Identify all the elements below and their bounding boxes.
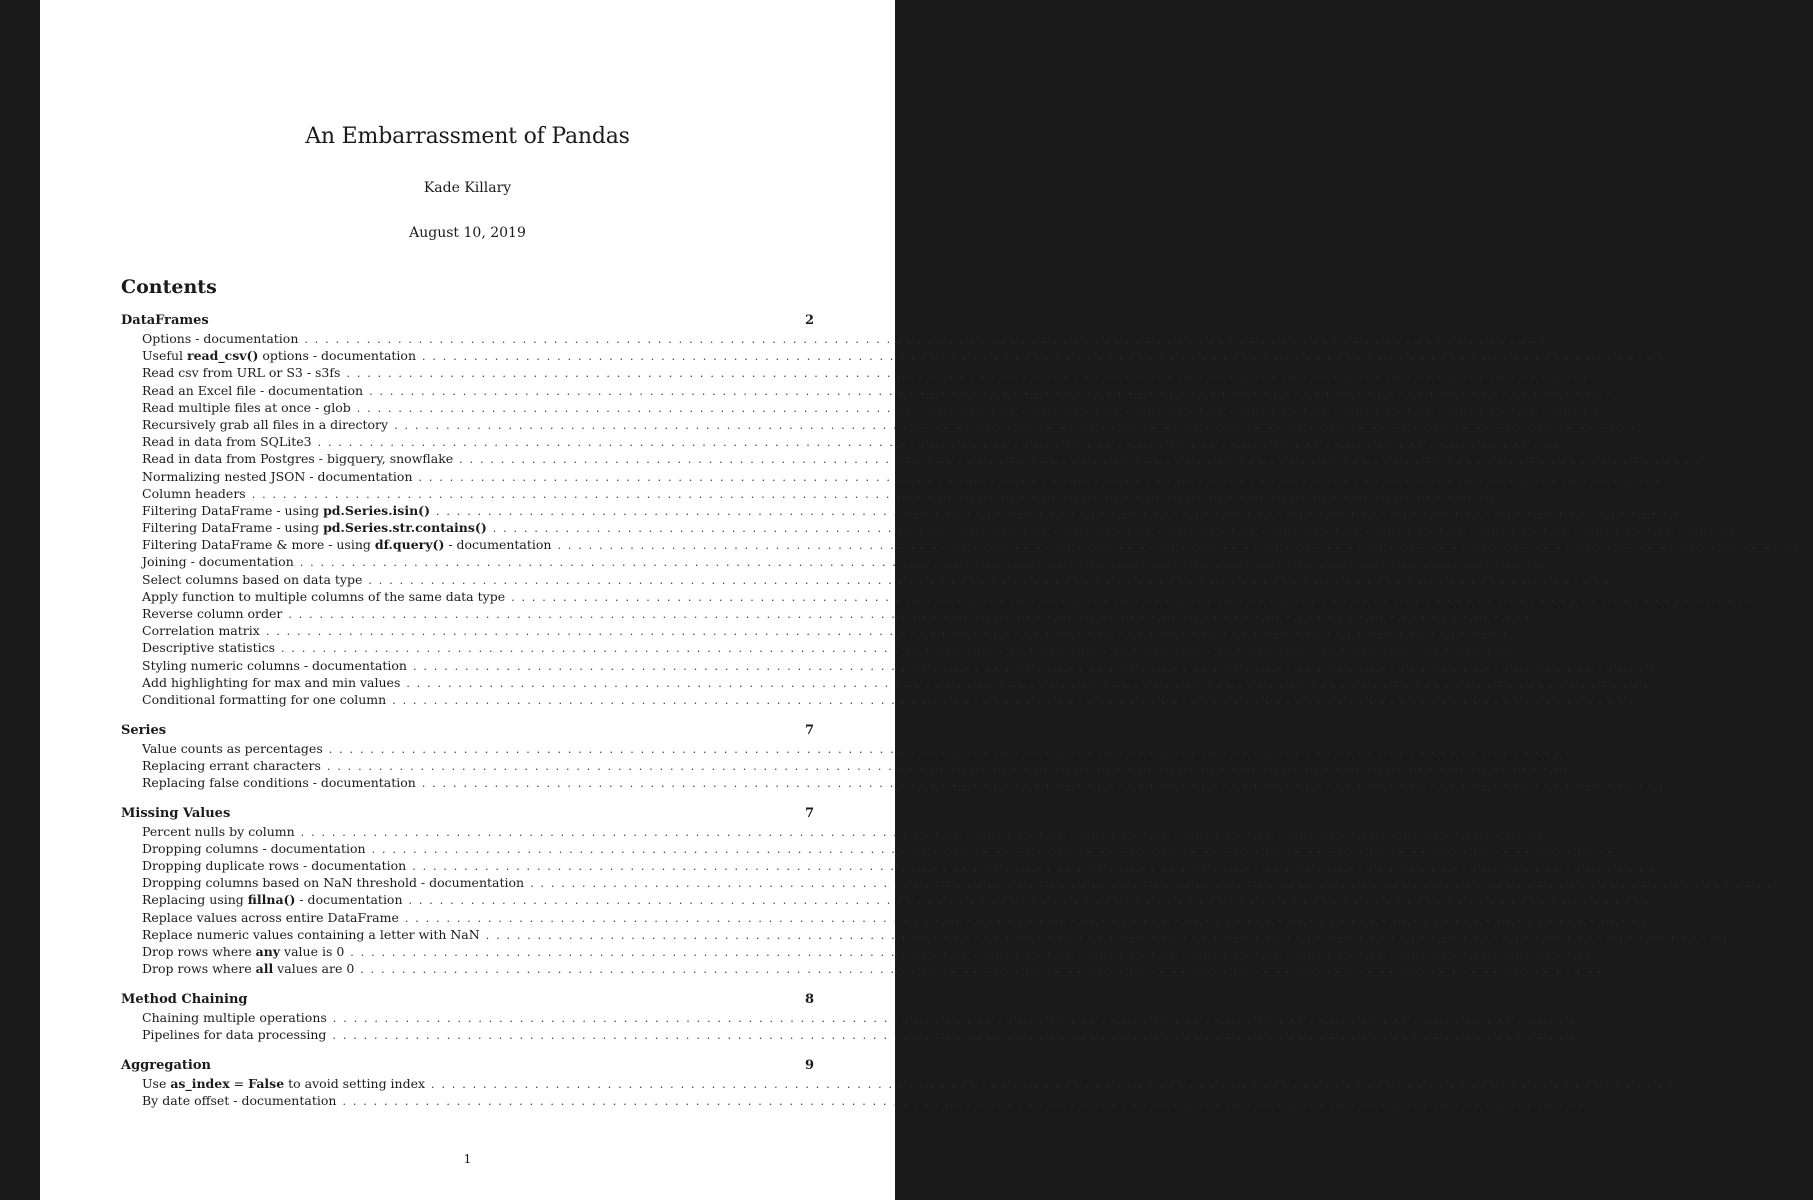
toc-section-page: 9 (804, 1057, 814, 1073)
toc-text: Apply function to multiple columns of the same data type (142, 588, 506, 604)
toc-entry[interactable] (121, 1026, 1588, 1043)
toc-entry[interactable] (121, 416, 1650, 433)
toc-entry[interactable] (121, 926, 1742, 943)
dot-leader: ........................................................................................................................ (436, 504, 1684, 518)
toc-entry-title (142, 536, 557, 553)
toc-entry[interactable] (121, 691, 1648, 708)
toc-entry-page: 8 (1580, 1027, 1588, 1043)
toc-text: Filtering DataFrame - using (142, 502, 324, 518)
toc-entry[interactable] (121, 622, 1522, 639)
section-gap (121, 708, 814, 722)
toc-text: to avoid setting index (284, 1075, 426, 1091)
toc-entry-title (142, 943, 350, 960)
dot-leader: ........................................................................................................................ (408, 894, 1657, 908)
toc-entry-page: 3 (1616, 382, 1625, 398)
dot-leader: ........................................................................................................................ (356, 401, 1605, 415)
toc-text: Replacing using (142, 892, 248, 908)
toc-entry-title (142, 502, 436, 519)
toc-entry-title (142, 1026, 332, 1043)
dot-leader: ........................................................................................................................ (326, 759, 1575, 773)
toc-entry-title (142, 399, 357, 416)
toc-entry-page: 5 (1499, 485, 1508, 501)
toc-section-title: Aggregation (121, 1057, 211, 1073)
toc-entry-title (142, 674, 406, 691)
dot-leader: ........................................................................................................................ (412, 659, 1661, 673)
toc-text: Joining - documentation (142, 554, 294, 570)
toc-section-title: Series (121, 722, 167, 738)
toc-entry-title (142, 960, 360, 977)
toc-section-page: 8 (804, 991, 814, 1007)
dot-leader: ........................................................................................................................ (530, 877, 1778, 891)
toc-entry[interactable] (121, 657, 1669, 674)
dot-leader: ........................................................................................................................ (332, 1029, 1581, 1043)
toc-entry[interactable] (121, 960, 1616, 977)
document-title: An Embarrassment of Pandas (305, 124, 630, 149)
code-term: pd.Series.str.contains() (323, 520, 487, 536)
dot-leader: ........................................................................................................................ (346, 367, 1595, 381)
toc-entry-title (142, 774, 422, 791)
toc-entry-page: 2 (1551, 331, 1560, 346)
toc-entry-page: 7 (1656, 892, 1665, 908)
toc-entry-page: 6 (1660, 657, 1669, 673)
toc-text: Correlation matrix (142, 623, 260, 639)
code-term: pd.Series.isin() (323, 502, 431, 518)
toc-entry-title (142, 416, 394, 433)
dot-leader: ........................................................................................................................ (299, 556, 1548, 570)
toc-text: Normalizing nested JSON - documentation (142, 468, 413, 484)
code-term: False (248, 1075, 285, 1091)
toc-entry[interactable] (121, 840, 1628, 857)
toc-text: Pipelines for data processing (142, 1027, 327, 1043)
toc-text: Read csv from URL or S3 - s3fs (142, 365, 341, 381)
toc-entry-page: 8 (1652, 909, 1661, 925)
toc-entry-page: 3 (1594, 365, 1602, 381)
toc-entry[interactable] (121, 605, 1544, 622)
toc-entry[interactable] (121, 553, 1556, 570)
toc-text: Percent nulls by column (142, 823, 295, 839)
code-term: as_index (170, 1075, 230, 1091)
toc-text: Replace values across entire DataFrame (142, 909, 399, 925)
table-of-contents (121, 312, 1813, 1109)
dot-leader: ........................................................................................................................ (485, 928, 1734, 942)
toc-entry-page: 4 (1641, 416, 1650, 432)
toc-entry[interactable] (121, 674, 1662, 691)
section-gap (121, 1043, 814, 1057)
toc-entry-page: 4 (1666, 468, 1675, 484)
toc-entry-page: 7 (1574, 757, 1583, 773)
toc-entry-title (142, 450, 459, 467)
toc-entry-page: 5 (1683, 502, 1692, 518)
toc-text: Styling numeric columns - documentation (142, 657, 407, 673)
toc-entry-title (142, 382, 369, 399)
toc-section-page: 7 (804, 805, 814, 821)
toc-section[interactable] (121, 312, 814, 330)
toc-entry-title (142, 519, 493, 536)
contents-heading: Contents (121, 276, 217, 298)
dot-leader: ........................................................................................................................ (300, 825, 1549, 839)
toc-entry-page: 6 (1547, 554, 1556, 570)
toc-entry-title (142, 657, 413, 674)
toc-entry[interactable] (121, 740, 1585, 757)
section-gap (121, 791, 814, 805)
toc-entry-title (142, 571, 368, 588)
toc-entry[interactable] (121, 1009, 1589, 1026)
dot-leader: ........................................................................................................................ (459, 453, 1707, 467)
toc-text: Read in data from SQLite3 (142, 434, 312, 450)
toc-entry[interactable] (121, 1092, 1598, 1109)
toc-text: By date offset - documentation (142, 1092, 337, 1108)
toc-entry-title (142, 485, 252, 502)
toc-entry-title (142, 605, 288, 622)
toc-entry[interactable] (121, 450, 1715, 467)
toc-entry-title (142, 909, 405, 926)
toc-entry[interactable] (121, 571, 1624, 588)
toc-entry-title (142, 757, 327, 774)
toc-section[interactable] (121, 1057, 814, 1075)
toc-entry-title (142, 874, 530, 891)
toc-text: Filtering DataFrame & more - using (142, 537, 375, 553)
dot-leader: ........................................................................................................................ (251, 487, 1500, 501)
toc-text: Value counts as percentages (142, 740, 323, 756)
toc-entry-page: 3 (1669, 348, 1678, 364)
toc-entry-page: 4 (1565, 434, 1574, 450)
toc-entry-title (142, 622, 266, 639)
toc-entry-title (142, 553, 300, 570)
toc-entry-title (142, 840, 372, 857)
toc-entry-title (142, 740, 329, 757)
toc-entry-page: 7 (1619, 840, 1628, 856)
toc-section-title: Method Chaining (121, 991, 248, 1007)
toc-entry-page: 7 (1777, 875, 1786, 891)
toc-entry[interactable] (121, 639, 1537, 656)
dot-leader: ........................................................................................................................ (421, 777, 1670, 790)
toc-entry-title (142, 857, 412, 874)
dot-leader: ........................................................................................................................ (360, 963, 1608, 977)
toc-text: Drop rows where (142, 944, 256, 959)
toc-text: Chaining multiple operations (142, 1009, 327, 1025)
toc-entry-title (142, 823, 301, 840)
toc-entry-page: 6 (1528, 640, 1537, 656)
toc-section-page: 7 (804, 722, 814, 738)
toc-text: Filtering DataFrame - using (142, 520, 324, 536)
toc-entry-page: 7 (1659, 858, 1668, 874)
toc-entry[interactable] (121, 774, 1678, 791)
dot-leader: ........................................................................................................................ (392, 693, 1640, 707)
toc-text: Select columns based on data type (142, 571, 363, 587)
toc-text: - documentation (444, 537, 552, 553)
toc-entry[interactable] (121, 382, 1625, 399)
toc-entry-title (142, 364, 346, 381)
toc-entry-title (142, 926, 486, 943)
toc-entry-page: 8 (1733, 926, 1742, 942)
toc-text: Recursively grab all files in a directory (142, 416, 389, 432)
page-number: 1 (463, 1151, 472, 1166)
toc-entry-page: 5 (1805, 537, 1813, 553)
dot-leader: ........................................................................................................................ (328, 742, 1577, 756)
toc-section-title: DataFrames (121, 313, 209, 328)
document-page (40, 0, 1813, 1200)
toc-entry-page: 5 (1740, 520, 1749, 536)
toc-section[interactable] (121, 722, 814, 740)
toc-entry-page: 6 (1616, 571, 1624, 587)
toc-entry-title (142, 1092, 342, 1109)
toc-text: Replacing errant characters (142, 757, 321, 773)
toc-entry[interactable] (121, 943, 1606, 960)
toc-entry[interactable] (121, 857, 1668, 874)
toc-entry-title (142, 433, 318, 450)
dot-leader: ........................................................................................................................ (317, 436, 1566, 450)
toc-text: Useful (142, 348, 187, 364)
toc-section-page: 2 (804, 313, 814, 328)
toc-text: Read in data from Postgres - bigquery, snowflake (142, 451, 454, 467)
toc-text: Use (142, 1075, 171, 1091)
toc-text: Dropping duplicate rows - documentation (142, 858, 407, 874)
code-term: fillna() (247, 892, 296, 908)
code-term: any (255, 944, 281, 959)
dot-leader: ........................................................................................................................ (511, 590, 1759, 604)
toc-entry-page: 6 (1758, 588, 1767, 604)
toc-entry[interactable] (121, 588, 1767, 605)
dot-leader: ........................................................................................................................ (288, 608, 1536, 621)
dot-leader: ........................................................................................................................ (406, 676, 1654, 690)
dot-leader: ........................................................................................................................ (350, 946, 1598, 959)
toc-entry-page: 8 (1580, 1009, 1589, 1025)
toc-entry[interactable] (121, 330, 1560, 347)
dot-leader: ........................................................................................................................ (557, 539, 1806, 553)
toc-entry[interactable] (121, 502, 1692, 519)
section-gap (121, 977, 814, 991)
toc-section-title: Missing Values (121, 805, 231, 821)
toc-entry-page: 6 (1513, 623, 1522, 639)
document-author: Kade Killary (423, 180, 512, 196)
toc-text: Dropping columns based on NaN threshold - documentation (142, 875, 525, 891)
toc-entry-title (142, 691, 392, 708)
toc-entry-page: 7 (1669, 775, 1678, 790)
document-date: August 10, 2019 (409, 225, 526, 241)
dot-leader: ........................................................................................................................ (304, 333, 1552, 346)
toc-entry-page: 7 (1639, 691, 1648, 707)
toc-entry[interactable] (121, 519, 1749, 536)
toc-text: options - documentation (258, 348, 417, 364)
toc-entry-page: 9 (1678, 1075, 1687, 1091)
toc-entry[interactable] (121, 485, 1508, 502)
toc-text: - documentation (295, 892, 403, 908)
toc-entry[interactable] (121, 1075, 1687, 1092)
toc-text: Replacing false conditions - documentation (142, 775, 416, 790)
toc-entry-page: 7 (1576, 740, 1585, 756)
toc-text: Conditional formatting for one column (142, 691, 387, 707)
dot-leader: ........................................................................................................................ (342, 1094, 1591, 1108)
toc-entry-page: 8 (1597, 944, 1606, 959)
dot-leader: ........................................................................................................................ (369, 384, 1617, 398)
toc-entry-title (142, 330, 304, 347)
toc-entry-title (142, 1075, 431, 1092)
toc-entry[interactable] (121, 909, 1661, 926)
toc-text: Dropping columns - documentation (142, 840, 366, 856)
toc-entry[interactable] (121, 757, 1583, 774)
toc-text: Replace numeric values containing a letter with NaN (142, 926, 480, 942)
toc-entry[interactable] (121, 891, 1665, 908)
toc-entry-page: 8 (1607, 961, 1616, 977)
toc-entry-page: 6 (1535, 606, 1544, 621)
toc-entry-page: 4 (1604, 399, 1613, 415)
toc-entry[interactable] (121, 468, 1675, 485)
toc-entry-page: 9 (1590, 1092, 1598, 1108)
code-term: all (255, 961, 274, 977)
toc-entry[interactable] (121, 364, 1602, 381)
toc-text: Column headers (142, 485, 246, 501)
dot-leader: ........................................................................................................................ (265, 625, 1514, 639)
dot-leader: ........................................................................................................................ (418, 470, 1667, 484)
toc-entry-title (142, 468, 419, 485)
toc-text: = (229, 1075, 249, 1091)
toc-entry-title (142, 891, 409, 908)
toc-text: Read an Excel file - documentation (142, 382, 364, 398)
toc-text: Descriptive statistics (142, 640, 276, 656)
toc-text: Drop rows where (142, 961, 256, 977)
dot-leader: ........................................................................................................................ (371, 842, 1620, 856)
toc-text: Reverse column order (142, 606, 283, 621)
toc-entry[interactable] (121, 399, 1613, 416)
code-term: df.query() (374, 537, 445, 553)
toc-entry-title (142, 347, 422, 364)
toc-entry-page: 4 (1706, 451, 1715, 467)
toc-entry-title (142, 1009, 333, 1026)
toc-section[interactable] (121, 805, 814, 823)
dot-leader: ........................................................................................................................ (404, 911, 1653, 925)
dot-leader: ........................................................................................................................ (492, 522, 1741, 536)
toc-entry[interactable] (121, 823, 1557, 840)
toc-entry[interactable] (121, 433, 1574, 450)
dot-leader: ........................................................................................................................ (412, 860, 1660, 874)
toc-text: Add highlighting for max and min values (142, 674, 401, 690)
dot-leader: ........................................................................................................................ (431, 1077, 1679, 1091)
code-term: read_csv() (187, 348, 259, 364)
toc-entry-title (142, 588, 511, 605)
dot-leader: ........................................................................................................................ (281, 642, 1529, 656)
toc-entry[interactable] (121, 874, 1786, 891)
toc-entry[interactable] (121, 347, 1678, 364)
toc-section[interactable] (121, 991, 814, 1009)
toc-text: values are 0 (273, 961, 355, 977)
toc-entry[interactable] (121, 536, 1813, 553)
toc-text: value is 0 (280, 944, 345, 959)
dot-leader: ........................................................................................................................ (394, 418, 1642, 432)
toc-text: Read multiple files at once - glob (142, 399, 351, 415)
dot-leader: ........................................................................................................................ (332, 1011, 1581, 1025)
dot-leader: ........................................................................................................................ (422, 350, 1670, 364)
toc-text: Options - documentation (142, 331, 299, 346)
dot-leader: ........................................................................................................................ (368, 573, 1616, 587)
toc-entry-page: 6 (1653, 674, 1662, 690)
toc-entry-page: 7 (1548, 823, 1557, 839)
toc-entry-title (142, 639, 281, 656)
